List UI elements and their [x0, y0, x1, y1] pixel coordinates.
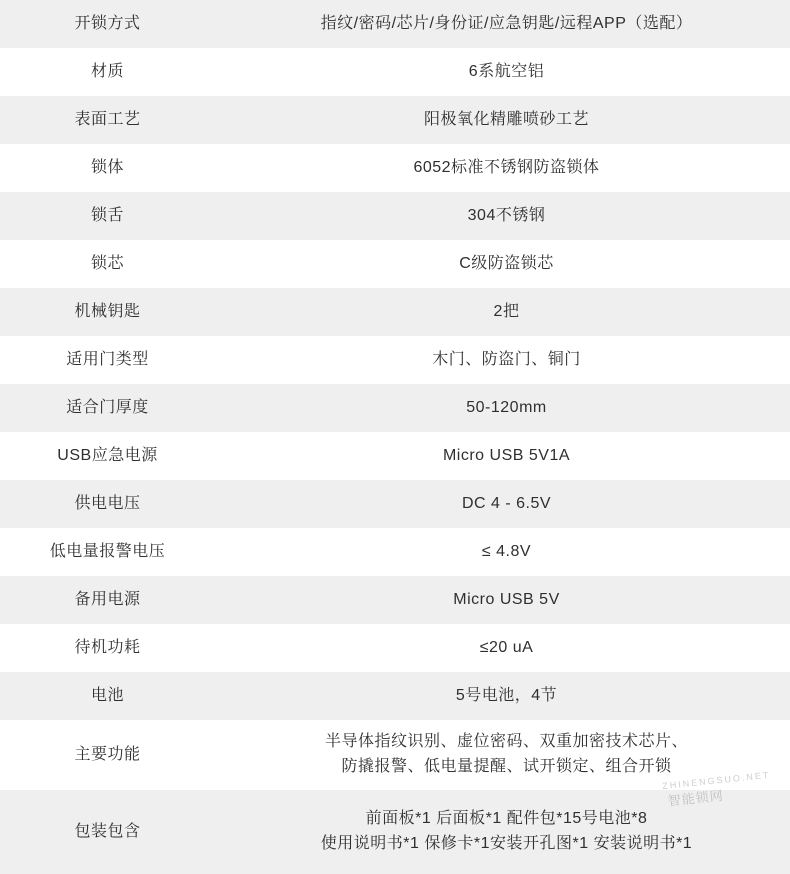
table-row	[0, 720, 790, 790]
table-row	[0, 192, 790, 240]
spec-value-text	[219, 807, 790, 857]
spec-value-cell	[215, 432, 790, 480]
table-row	[0, 0, 790, 48]
spec-value-text	[219, 204, 790, 229]
spec-label-text: 包装包含	[74, 822, 141, 840]
spec-label-cell	[0, 624, 215, 672]
spec-label-cell	[0, 480, 215, 528]
table-row	[0, 576, 790, 624]
spec-value-text	[219, 730, 790, 780]
table-row	[0, 672, 790, 720]
spec-value-text	[219, 60, 790, 85]
spec-value-text	[219, 540, 790, 565]
spec-value-text	[219, 348, 790, 373]
spec-label-cell	[0, 144, 215, 192]
spec-label-text: 主要功能	[74, 745, 141, 763]
table-row	[0, 144, 790, 192]
spec-value-line: ≤ 4.8V	[481, 542, 532, 560]
spec-label-text: 材质	[90, 62, 124, 80]
spec-value-line: C级防盗锁芯	[459, 254, 554, 272]
spec-label-text: 锁芯	[90, 254, 124, 272]
table-row	[0, 336, 790, 384]
spec-label-cell	[0, 240, 215, 288]
table-row	[0, 384, 790, 432]
spec-value-cell	[215, 480, 790, 528]
spec-value-cell	[215, 96, 790, 144]
spec-label-cell	[0, 384, 215, 432]
spec-value-text	[219, 300, 790, 325]
spec-value-cell	[215, 336, 790, 384]
spec-value-cell	[215, 576, 790, 624]
spec-value-cell	[215, 144, 790, 192]
spec-value-text	[219, 396, 790, 421]
spec-label-text: 供电电压	[74, 494, 141, 512]
spec-value-line: 木门、防盗门、铜门	[432, 350, 581, 368]
watermark-sub: ZHINENGSUO.NET	[662, 769, 772, 792]
table-row	[0, 624, 790, 672]
spec-value-line: 使用说明书*1 保修卡*1安装开孔图*1 安装说明书*1	[320, 835, 693, 852]
spec-value-text	[219, 156, 790, 181]
spec-label-text: 表面工艺	[74, 110, 141, 128]
spec-label-cell	[0, 192, 215, 240]
spec-label-cell	[0, 96, 215, 144]
spec-label-text: 适用门类型	[66, 350, 149, 368]
spec-label-text: 适合门厚度	[66, 398, 149, 416]
spec-value-text	[219, 444, 790, 469]
spec-value-cell	[215, 624, 790, 672]
spec-value-line: 指纹/密码/芯片/身份证/应急钥匙/远程APP（选配）	[320, 14, 693, 32]
spec-label-text: USB应急电源	[57, 446, 158, 464]
spec-label-text: 待机功耗	[74, 638, 141, 656]
spec-value-cell	[215, 528, 790, 576]
spec-value-line: ≤20 uA	[479, 638, 534, 656]
spec-value-line: 304不锈钢	[467, 206, 546, 224]
spec-value-line: 6系航空铝	[468, 62, 545, 80]
spec-value-cell	[215, 192, 790, 240]
table-row	[0, 528, 790, 576]
spec-value-line: 2把	[493, 302, 520, 320]
spec-label-cell	[0, 432, 215, 480]
spec-label-text: 锁舌	[90, 206, 124, 224]
spec-value-text	[219, 684, 790, 709]
table-row	[0, 240, 790, 288]
table-row	[0, 432, 790, 480]
spec-value-line: Micro USB 5V	[453, 590, 560, 608]
spec-label-cell	[0, 528, 215, 576]
spec-value-line: 6052标准不锈钢防盗锁体	[413, 158, 600, 176]
spec-value-line: 5号电池，4节	[455, 686, 558, 704]
spec-label-cell	[0, 336, 215, 384]
spec-label-cell	[0, 0, 215, 48]
table-row	[0, 288, 790, 336]
spec-value-text	[219, 636, 790, 661]
spec-value-cell	[215, 384, 790, 432]
table-row	[0, 480, 790, 528]
spec-label-text: 机械钥匙	[74, 302, 141, 320]
spec-value-cell	[215, 48, 790, 96]
watermark-text: 智能锁网	[667, 787, 725, 809]
spec-value-cell	[215, 0, 790, 48]
spec-label-cell	[0, 288, 215, 336]
spec-label-cell	[0, 720, 215, 790]
table-row	[0, 48, 790, 96]
spec-label-text: 低电量报警电压	[49, 542, 166, 560]
spec-value-line: 半导体指纹识别、虚位密码、双重加密技术芯片、	[324, 733, 688, 751]
spec-value-line: 阳极氧化精雕喷砂工艺	[423, 110, 589, 128]
spec-value-text	[219, 588, 790, 613]
spec-value-text	[219, 492, 790, 517]
spec-value-line: Micro USB 5V1A	[442, 446, 571, 464]
table-row	[0, 96, 790, 144]
spec-label-text: 锁体	[90, 158, 124, 176]
spec-value-line: DC 4 - 6.5V	[461, 494, 552, 512]
spec-value-line: 防撬报警、低电量提醒、试开锁定、组合开锁	[341, 758, 672, 775]
spec-label-cell	[0, 790, 215, 874]
spec-value-text	[219, 12, 790, 37]
spec-value-line: 50-120mm	[466, 398, 547, 416]
table-row	[0, 790, 790, 874]
spec-label-text: 电池	[90, 686, 124, 704]
spec-label-cell	[0, 576, 215, 624]
spec-label-text: 备用电源	[74, 590, 141, 608]
spec-value-cell	[215, 240, 790, 288]
spec-label-cell	[0, 672, 215, 720]
spec-value-cell	[215, 672, 790, 720]
spec-value-text	[219, 108, 790, 133]
spec-label-text: 开锁方式	[74, 14, 141, 32]
spec-value-cell	[215, 288, 790, 336]
spec-label-cell	[0, 48, 215, 96]
spec-value-cell	[215, 720, 790, 790]
spec-value-line: 前面板*1 后面板*1 配件包*15号电池*8	[365, 810, 648, 828]
spec-value-cell	[215, 787, 790, 874]
spec-value-text	[219, 252, 790, 277]
